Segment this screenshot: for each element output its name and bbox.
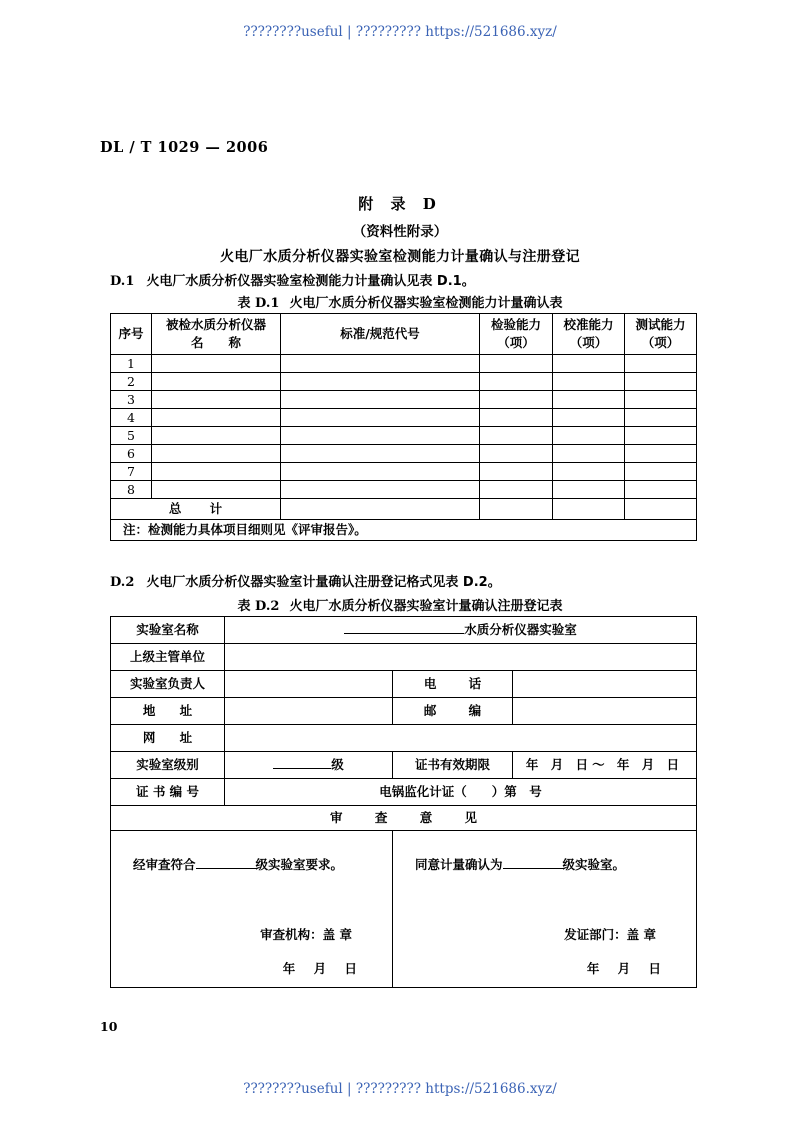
table-d1-cell-instrument[interactable]: [152, 391, 281, 409]
table-d1-cell-instrument[interactable]: [152, 463, 281, 481]
cert-number-value[interactable]: 电锅监化计证（ ）第 号: [225, 779, 697, 806]
table-d2: [110, 616, 697, 988]
table-d1-cell-instrument[interactable]: [152, 481, 281, 499]
table-d1-cell-inspection[interactable]: [480, 427, 553, 445]
website-label: 网 址: [111, 725, 225, 752]
table-d2-row-address: [111, 698, 697, 725]
lab-level-label: 实验室级别: [111, 752, 225, 779]
lab-level-suffix: 级: [331, 757, 344, 773]
table-d1-header-inspection: [480, 314, 553, 355]
table-d1-total-standard[interactable]: [281, 499, 480, 520]
table-d1-cell-instrument[interactable]: [152, 445, 281, 463]
table-d1-row-no: 1: [111, 355, 152, 373]
table-d2-row-lab-level: [111, 752, 697, 779]
cert-number-label: 证 书 编 号: [111, 779, 225, 806]
appendix-title: 火电厂水质分析仪器实验室检测能力计量确认与注册登记: [220, 249, 580, 265]
table-d1-header-instrument-line2: 名 称: [190, 335, 241, 350]
table-d1-header-testing: [625, 314, 697, 355]
table-d1-cell-instrument[interactable]: [152, 373, 281, 391]
table-d2-row-review-header: [111, 806, 697, 831]
table-d1-header-calibration-line2: （项）: [569, 335, 608, 350]
review-opinion-left[interactable]: [111, 831, 393, 988]
table-d1-cell-standard[interactable]: [281, 445, 480, 463]
table-d1-cell-standard[interactable]: [281, 355, 480, 373]
table-d1-cell-testing[interactable]: [625, 355, 697, 373]
table-d1-header-instrument-line1: 被检水质分析仪器: [165, 316, 266, 332]
table-row: [111, 355, 697, 373]
lab-name-suffix: 水质分析仪器实验室: [464, 622, 577, 638]
table-d2-row-lab-head: [111, 671, 697, 698]
table-d1-cell-instrument[interactable]: [152, 409, 281, 427]
table-d1-header-row: [111, 314, 697, 355]
table-row: [111, 373, 697, 391]
table-d1-cell-standard[interactable]: [281, 463, 480, 481]
table-row: [111, 409, 697, 427]
lab-name-label: 实验室名称: [111, 617, 225, 644]
table-d1-total-row: [111, 499, 697, 520]
table-d1-header-calibration: [553, 314, 625, 355]
table-d1-cell-calibration[interactable]: [553, 373, 625, 391]
table-d1-cell-instrument[interactable]: [152, 427, 281, 445]
table-d2-caption-text: 火电厂水质分析仪器实验室计量确认注册登记表: [289, 599, 563, 614]
table-d1-total-calibration[interactable]: [553, 499, 625, 520]
table-d1-cell-standard[interactable]: [281, 391, 480, 409]
table-d1-row-no: 2: [111, 373, 152, 391]
table-d1-cell-calibration[interactable]: [553, 445, 625, 463]
review-right-text-before: 同意计量确认为: [415, 857, 503, 872]
table-d1-cell-inspection[interactable]: [480, 481, 553, 499]
table-row: [111, 427, 697, 445]
table-d1-caption: [0, 292, 800, 311]
table-d1-cell-testing[interactable]: [625, 409, 697, 427]
phone-label: 电 话: [393, 671, 513, 698]
clause-d1-text: 火电厂水质分析仪器实验室检测能力计量确认见表 D.1。: [146, 274, 475, 289]
table-d1-cell-testing[interactable]: [625, 463, 697, 481]
appendix-heading: [100, 193, 700, 266]
address-value[interactable]: [225, 698, 393, 725]
review-right-date: 年 月 日: [586, 961, 669, 976]
lab-level-value[interactable]: [225, 752, 393, 779]
table-d1-row-no: 4: [111, 409, 152, 427]
table-d1-header-calibration-line1: 校准能力: [563, 316, 614, 332]
review-opinion-header: 审 查 意 见: [111, 806, 697, 831]
review-right-text-after: 级实验室。: [562, 857, 626, 872]
table-d1-cell-calibration[interactable]: [553, 427, 625, 445]
table-d2-row-review-body: [111, 831, 697, 988]
table-d1-cell-testing[interactable]: [625, 391, 697, 409]
table-d1-header-standard: 标准/规范代号: [281, 314, 480, 355]
table-d1-total-label: 总 计: [111, 499, 281, 520]
table-d1-cell-inspection[interactable]: [480, 391, 553, 409]
table-d1-note: 注：检测能力具体项目细则见《评审报告》。: [111, 520, 697, 541]
table-d2-caption: [0, 595, 800, 614]
table-d1-cell-standard[interactable]: [281, 409, 480, 427]
standard-code: DL / T 1029 — 2006: [100, 139, 269, 156]
clause-d1-number: D.1: [110, 274, 135, 289]
address-label: 地 址: [111, 698, 225, 725]
table-d1-cell-standard[interactable]: [281, 373, 480, 391]
table-d1-cell-inspection[interactable]: [480, 355, 553, 373]
table-d1-caption-number: 表 D.1: [237, 296, 280, 311]
table-d1-header-inspection-line1: 检验能力: [490, 316, 541, 332]
lab-name-value[interactable]: [225, 617, 697, 644]
table-d1-row-no: 8: [111, 481, 152, 499]
clause-d2-text: 火电厂水质分析仪器实验室计量确认注册登记格式见表 D.2。: [146, 575, 501, 590]
table-d1-cell-testing[interactable]: [625, 481, 697, 499]
parent-unit-label: 上级主管单位: [111, 644, 225, 671]
table-d1-caption-text: 火电厂水质分析仪器实验室检测能力计量确认表: [289, 296, 563, 311]
table-d1-cell-calibration[interactable]: [553, 355, 625, 373]
table-d1-cell-inspection[interactable]: [480, 373, 553, 391]
table-d2-row-website: [111, 725, 697, 752]
review-right-blank[interactable]: [503, 868, 563, 869]
table-d1-header-no: 序号: [111, 314, 152, 355]
page-number: 10: [100, 1019, 118, 1034]
review-left-text-before: 经审查符合: [133, 857, 196, 872]
review-left-date: 年 月 日: [282, 961, 364, 976]
clause-d1: [110, 270, 475, 289]
table-row: [111, 481, 697, 499]
table-d1-total-testing[interactable]: [625, 499, 697, 520]
lab-level-blank[interactable]: [273, 768, 331, 769]
clause-d2: [110, 571, 501, 590]
website-value[interactable]: [225, 725, 697, 752]
table-d1-row-no: 6: [111, 445, 152, 463]
review-left-blank[interactable]: [196, 868, 256, 869]
cert-validity-label: 证书有效期限: [393, 752, 513, 779]
review-left-text: [133, 857, 343, 873]
table-d1-cell-testing[interactable]: [625, 427, 697, 445]
phone-value[interactable]: [513, 671, 697, 698]
table-d2-caption-number: 表 D.2: [237, 599, 280, 614]
table-d1-cell-inspection[interactable]: [480, 445, 553, 463]
table-d1-cell-inspection[interactable]: [480, 463, 553, 481]
cert-validity-value[interactable]: 年 月 日～ 年 月 日: [513, 752, 697, 779]
table-d1-cell-calibration[interactable]: [553, 391, 625, 409]
review-left-seal: 审查机构：盖 章: [260, 927, 352, 942]
appendix-label: 附 录 D: [358, 195, 442, 213]
clause-d2-number: D.2: [110, 575, 135, 590]
table-row: [111, 445, 697, 463]
table-d1-cell-testing[interactable]: [625, 373, 697, 391]
table-d1-cell-calibration[interactable]: [553, 409, 625, 427]
review-opinion-right[interactable]: [393, 831, 697, 988]
table-d1-header-instrument: [152, 314, 281, 355]
table-row: [111, 391, 697, 409]
table-d1-header-testing-line1: 测试能力: [635, 316, 686, 332]
table-d1-header-inspection-line2: （项）: [497, 335, 535, 350]
table-d1-cell-calibration[interactable]: [553, 463, 625, 481]
table-d2-row-parent-unit: [111, 644, 697, 671]
lab-head-label: 实验室负责人: [111, 671, 225, 698]
table-d1-row-no: 3: [111, 391, 152, 409]
review-right-text: [415, 857, 625, 873]
table-d1-note-row: [111, 520, 697, 541]
appendix-kind: （资料性附录）: [352, 224, 448, 240]
table-d1-cell-standard[interactable]: [281, 427, 480, 445]
lab-head-value[interactable]: [225, 671, 393, 698]
table-d1-cell-instrument[interactable]: [152, 355, 281, 373]
table-d1-cell-calibration[interactable]: [553, 481, 625, 499]
table-d2-row-cert-number: [111, 779, 697, 806]
table-d1-cell-testing[interactable]: [625, 445, 697, 463]
table-d1-total-inspection[interactable]: [480, 499, 553, 520]
lab-name-blank[interactable]: [344, 633, 464, 634]
review-left-text-after: 级实验室要求。: [255, 857, 344, 872]
table-d1-cell-standard[interactable]: [281, 481, 480, 499]
table-d2-row-lab-name: [111, 617, 697, 644]
postcode-label: 邮 编: [393, 698, 513, 725]
postcode-value[interactable]: [513, 698, 697, 725]
watermark-bottom: ????????useful | ????????? https://521686.xyz/: [243, 1081, 557, 1097]
table-d1-header-testing-line2: （项）: [641, 335, 680, 350]
table-d1-row-no: 5: [111, 427, 152, 445]
table-d1: [110, 313, 697, 541]
review-right-seal: 发证部门：盖 章: [564, 927, 657, 942]
table-d1-cell-inspection[interactable]: [480, 409, 553, 427]
table-d1-row-no: 7: [111, 463, 152, 481]
table-row: [111, 463, 697, 481]
parent-unit-value[interactable]: [225, 644, 697, 671]
watermark-top: ????????useful | ????????? https://521686.xyz/: [243, 24, 557, 40]
